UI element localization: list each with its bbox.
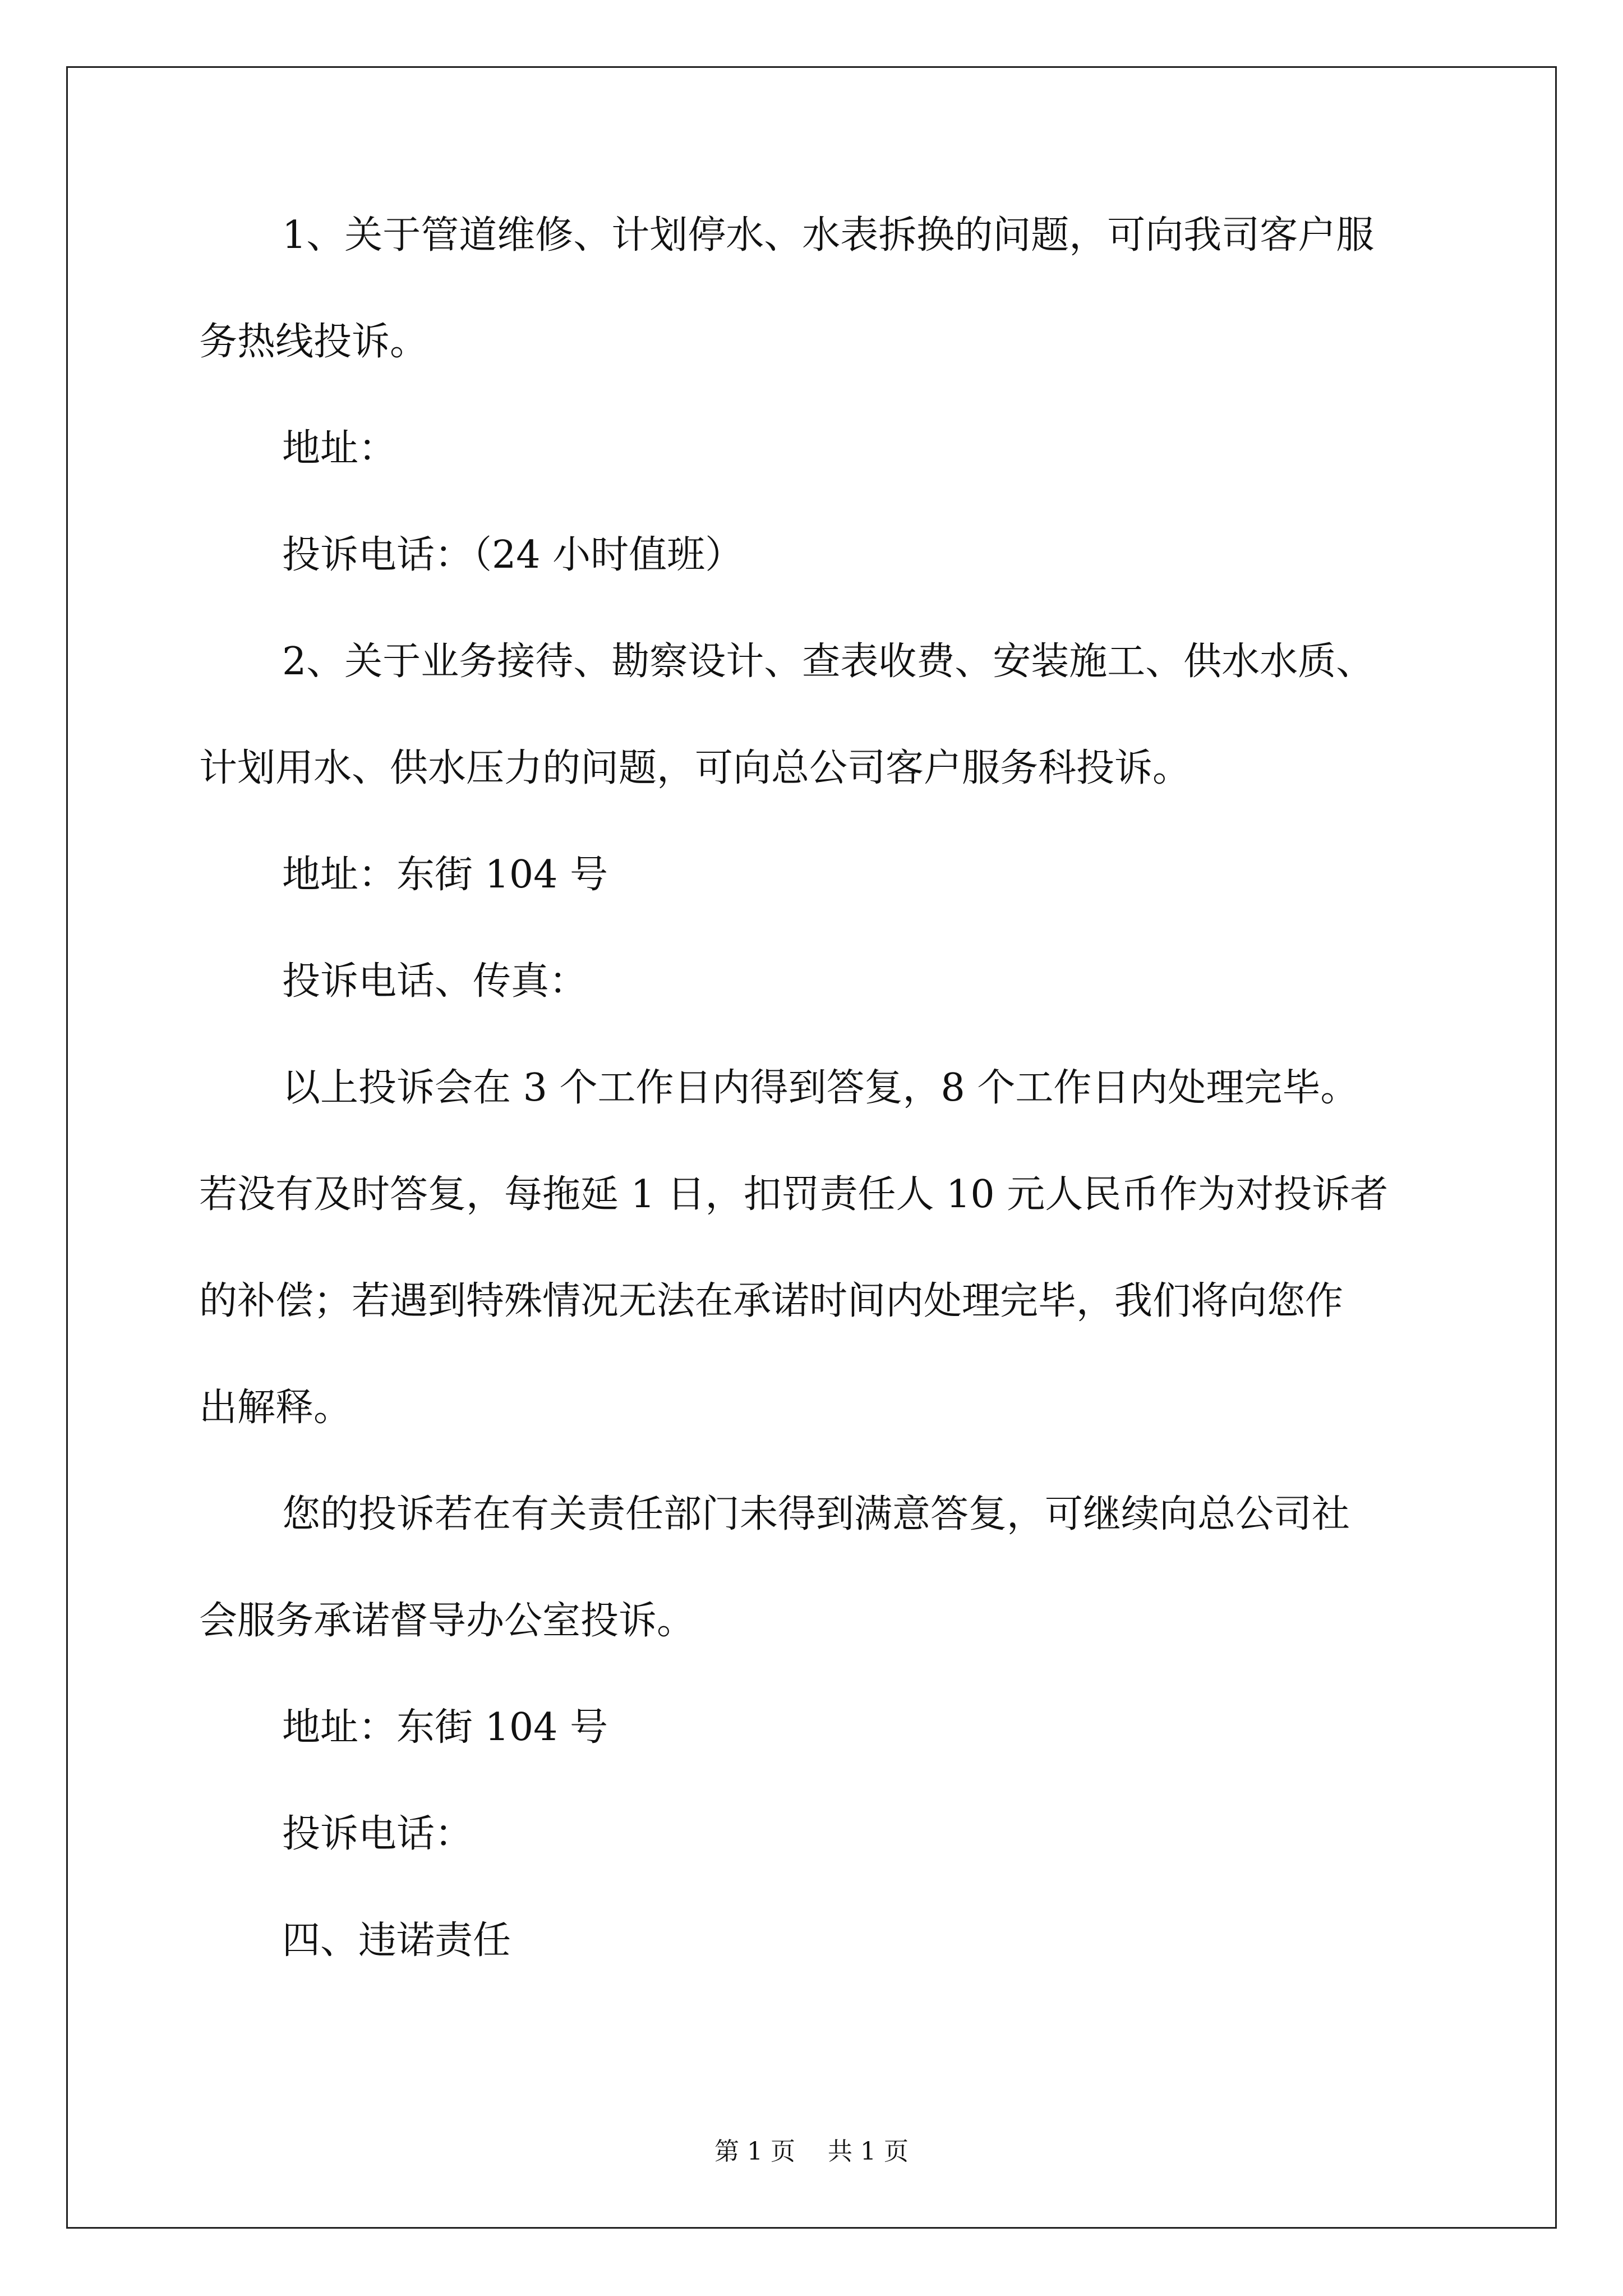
address-line: 地址：东街 104 号 (282, 853, 608, 897)
page-footer (0, 2136, 1623, 2168)
complaint-phone-fax-line: 投诉电话、传真： (282, 959, 588, 1004)
section-heading: 四、违诺责任 (282, 1918, 511, 1963)
paragraph-line: 2、关于业务接待、勘察设计、查表收费、安装施工、供水水质、 (282, 639, 1375, 684)
page-number-total: 共 1 页 (828, 2137, 909, 2166)
complaint-phone-line: 投诉电话：（24 小时值班） (282, 533, 744, 577)
paragraph-line: 的补偿；若遇到特殊情况无法在承诺时间内处理完毕，我们将向您作 (199, 1279, 1344, 1323)
paragraph-line: 以上投诉会在 3 个工作日内得到答复，8 个工作日内处理完毕。 (282, 1066, 1359, 1110)
paragraph-line: 1、关于管道维修、计划停水、水表拆换的问题，可向我司客户服 (282, 213, 1375, 257)
address-line: 地址：东街 104 号 (282, 1705, 608, 1750)
paragraph-line: 出解释。 (199, 1386, 352, 1430)
complaint-phone-line: 投诉电话： (282, 1812, 473, 1856)
page-border (66, 66, 1557, 2229)
page-number-current: 第 1 页 (714, 2137, 795, 2166)
paragraph-line: 会服务承诺督导办公室投诉。 (199, 1599, 695, 1643)
paragraph-line: 计划用水、供水压力的问题，可向总公司客户服务科投诉。 (199, 746, 1191, 790)
paragraph-line: 务热线投诉。 (199, 320, 428, 364)
paragraph-line: 若没有及时答复，每拖延 1 日，扣罚责任人 10 元人民币作为对投诉者 (199, 1172, 1389, 1217)
address-label: 地址： (282, 426, 397, 471)
paragraph-line: 您的投诉若在有关责任部门未得到满意答复，可继续向总公司社 (282, 1492, 1350, 1536)
